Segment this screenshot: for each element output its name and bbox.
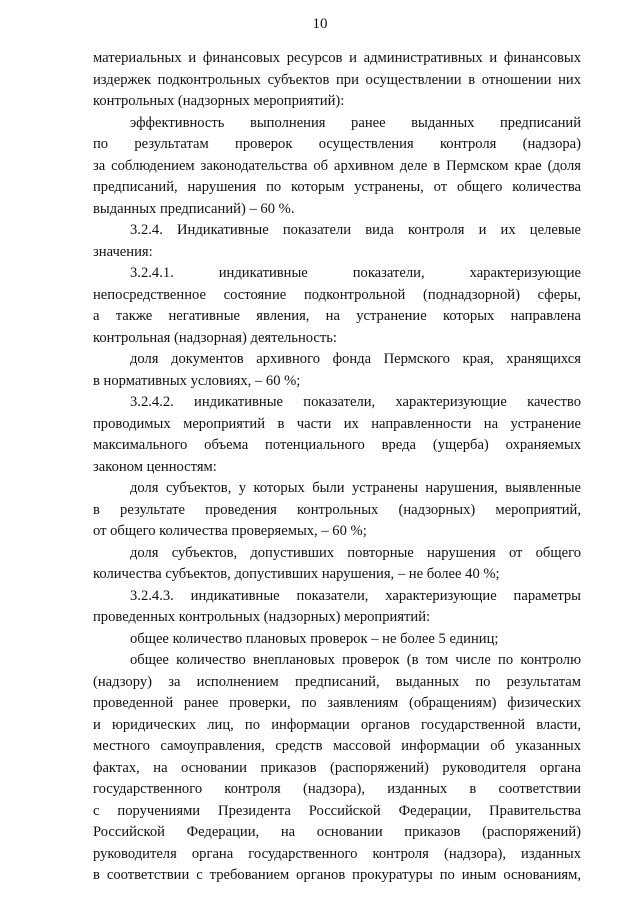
- text-line: законом ценностям:: [93, 458, 217, 475]
- text-line: проведенной ранее проверки, по заявлениям (обращениям) физических: [93, 695, 581, 711]
- text-line: с поручениями Президента Российской Федерации, Правительства: [93, 802, 581, 819]
- text-line: в нормативных условиях, – 60 %;: [93, 372, 301, 389]
- text-line: эффективность выполнения ранее выданных предписаний: [130, 114, 581, 131]
- text-line: доля документов архивного фонда Пермского края, хранящихся: [130, 351, 581, 367]
- text-line: от общего количества проверяемых, – 60 %;: [93, 523, 367, 539]
- text-line: материальных и финансовых ресурсов и административных и финансовых: [93, 50, 581, 66]
- text-line: общее количество внеплановых проверок (в том числе по контролю: [130, 652, 581, 668]
- text-line: фактах, на основании приказов (распоряжений) руководителя органа: [93, 759, 581, 776]
- text-line: 3.2.4. Индикативные показатели вида контроля и их целевые: [130, 222, 581, 238]
- text-line: местного самоуправления, средств массовой информации об указанных: [93, 738, 581, 754]
- text-line: и юридических лиц, по информации органов государственной власти,: [93, 716, 581, 733]
- text-line: контрольных (надзорных мероприятий):: [93, 93, 345, 109]
- text-line: проведенных контрольных (надзорных) мероприятий:: [93, 609, 431, 625]
- text-line: в результате проведения контрольных (надзорных) мероприятий,: [93, 501, 581, 518]
- document-body: [93, 48, 581, 887]
- text-line: предписаний, нарушения по которым устранены, от общего количества: [93, 179, 581, 195]
- text-line: руководителя органа государственного контроля (надзора), изданных: [93, 845, 581, 862]
- text-line: за соблюдением законодательства об архивном деле в Пермском крае (доля: [93, 157, 581, 174]
- text-line: выданных предписаний) – 60 %.: [93, 200, 295, 217]
- text-line: проводимых мероприятий в части их направленности на устранение: [93, 415, 581, 432]
- text-line: в соответствии с требованием органов прокуратуры по иным основаниям,: [93, 867, 581, 883]
- page-number: 10: [312, 16, 328, 32]
- text-line: доля субъектов, допустивших повторные нарушения от общего: [130, 544, 581, 561]
- text-line: (надзору) за исполнением предписаний, выданных по результатам: [93, 673, 581, 690]
- text-line: Российской Федерации, на основании приказов (распоряжений): [93, 824, 581, 840]
- text-line: общее количество плановых проверок – не более 5 единиц;: [130, 630, 499, 647]
- text-line: доля субъектов, у которых были устранены нарушения, выявленные: [130, 480, 581, 496]
- text-line: по результатам проверок осуществления контроля (надзора): [93, 136, 581, 152]
- text-line: количества субъектов, допустивших нарушения, – не более 40 %;: [93, 566, 500, 582]
- text-line: 3.2.4.2. индикативные показатели, характеризующие качество: [130, 394, 581, 410]
- text-line: непосредственное состояние подконтрольной (поднадзорной) сферы,: [93, 286, 581, 303]
- text-line: контрольная (надзорная) деятельность:: [93, 329, 337, 346]
- text-line: 3.2.4.3. индикативные показатели, характеризующие параметры: [130, 587, 581, 604]
- text-line: государственного контроля (надзора), изданных в соответствии: [93, 781, 581, 797]
- text-line: 3.2.4.1. индикативные показатели, характеризующие: [130, 265, 581, 281]
- text-line: издержек подконтрольных субъектов при осуществлении в отношении них: [93, 71, 581, 88]
- text-line: максимального объема потенциального вреда (ущерба) охраняемых: [93, 437, 581, 453]
- text-line: значения:: [93, 243, 153, 260]
- text-line: а также негативные явления, на устранение которых направлена: [93, 308, 581, 324]
